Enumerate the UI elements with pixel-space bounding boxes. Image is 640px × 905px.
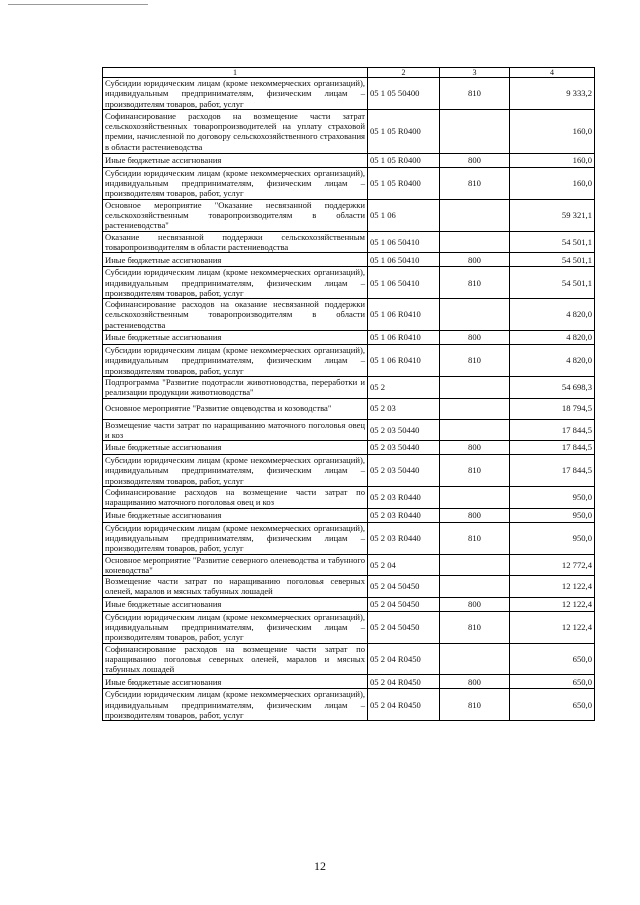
table-row [103, 199, 595, 231]
row-code: 05 2 03 50440 [368, 419, 440, 441]
table-row [103, 398, 595, 419]
row-type: 800 [440, 253, 510, 267]
row-amount: 9 333,2 [510, 78, 595, 110]
row-type: 810 [440, 78, 510, 110]
row-type: 800 [440, 331, 510, 345]
row-code: 05 2 04 R0450 [368, 689, 440, 721]
table-row [103, 167, 595, 199]
table-row [103, 487, 595, 509]
table-row [103, 109, 595, 153]
row-amount: 54 698,3 [510, 376, 595, 398]
table-row [103, 253, 595, 267]
row-name: Оказание несвязанной поддержки сельскохозяйственным товаропроизводителям в области растениеводства [103, 231, 368, 253]
row-code: 05 2 04 50450 [368, 597, 440, 611]
row-type [440, 643, 510, 675]
row-name: Иные бюджетные ассигнования [103, 331, 368, 345]
row-amount: 4 820,0 [510, 331, 595, 345]
table-row [103, 597, 595, 611]
row-name: Субсидии юридическим лицам (кроме некоммерческих организаций), индивидуальным предпринимателям, физическим лицам – производителям товаров, работ, услуг [103, 611, 368, 643]
row-code: 05 2 03 R0440 [368, 522, 440, 554]
column-number-3: 3 [440, 68, 510, 78]
row-name: Софинансирование расходов на возмещение части затрат по наращиванию маточного поголовья овец и коз [103, 487, 368, 509]
row-amount: 650,0 [510, 689, 595, 721]
row-code: 05 1 06 R0410 [368, 299, 440, 331]
row-amount: 160,0 [510, 153, 595, 167]
row-code: 05 2 04 R0450 [368, 643, 440, 675]
row-code: 05 2 03 50440 [368, 455, 440, 487]
table-row [103, 419, 595, 441]
row-code: 05 2 03 R0440 [368, 487, 440, 509]
row-code: 05 2 03 R0440 [368, 508, 440, 522]
table-row [103, 331, 595, 345]
row-code: 05 1 05 50400 [368, 78, 440, 110]
row-code: 05 2 03 [368, 398, 440, 419]
row-code: 05 1 06 R0410 [368, 345, 440, 377]
page-number: 12 [314, 859, 326, 873]
row-type: 810 [440, 345, 510, 377]
row-name: Субсидии юридическим лицам (кроме некоммерческих организаций), индивидуальным предпринимателям, физическим лицам – производителям товаров, работ, услуг [103, 345, 368, 377]
row-amount: 18 794,5 [510, 398, 595, 419]
row-amount: 12 122,4 [510, 597, 595, 611]
row-amount: 12 122,4 [510, 611, 595, 643]
row-code: 05 2 04 50450 [368, 611, 440, 643]
row-name: Софинансирование расходов на возмещение части затрат сельскохозяйственных товаропроизводителей на уплату страховой премии, начисленной по договору сельскохозяйственного страхования в области растениеводства [103, 109, 368, 153]
row-amount: 54 501,1 [510, 267, 595, 299]
row-type: 800 [440, 675, 510, 689]
row-amount: 650,0 [510, 643, 595, 675]
row-name: Основное мероприятие "Оказание несвязанной поддержки сельскохозяйственным товаропроизводителям в области растениеводства" [103, 199, 368, 231]
row-amount: 17 844,5 [510, 455, 595, 487]
row-type [440, 299, 510, 331]
table-row [103, 78, 595, 110]
table-row [103, 376, 595, 398]
row-code: 05 2 04 R0450 [368, 675, 440, 689]
row-name: Возмещение части затрат по наращиванию поголовья северных оленей, маралов и мясных табунных лошадей [103, 576, 368, 598]
row-type [440, 576, 510, 598]
row-type [440, 398, 510, 419]
column-number-row [103, 68, 595, 78]
row-code: 05 2 [368, 376, 440, 398]
row-type [440, 487, 510, 509]
row-amount: 17 844,5 [510, 419, 595, 441]
row-type [440, 109, 510, 153]
row-code: 05 1 06 [368, 199, 440, 231]
row-amount: 54 501,1 [510, 231, 595, 253]
row-amount: 17 844,5 [510, 441, 595, 455]
row-type: 810 [440, 522, 510, 554]
row-code: 05 1 06 R0410 [368, 331, 440, 345]
row-name: Иные бюджетные ассигнования [103, 441, 368, 455]
row-name: Субсидии юридическим лицам (кроме некоммерческих организаций), индивидуальным предпринимателям, физическим лицам – производителям товаров, работ, услуг [103, 689, 368, 721]
row-name: Возмещение части затрат по наращиванию маточного поголовья овец и коз [103, 419, 368, 441]
table-row [103, 554, 595, 576]
row-amount: 650,0 [510, 675, 595, 689]
row-name: Субсидии юридическим лицам (кроме некоммерческих организаций), индивидуальным предпринимателям, физическим лицам – производителям товаров, работ, услуг [103, 78, 368, 110]
row-name: Подпрограмма "Развитие подотрасли животноводства, переработки и реализации продукции животноводства" [103, 376, 368, 398]
row-amount: 950,0 [510, 522, 595, 554]
column-number-4: 4 [510, 68, 595, 78]
table-row [103, 455, 595, 487]
row-type: 810 [440, 611, 510, 643]
row-type [440, 376, 510, 398]
table-row [103, 689, 595, 721]
row-type: 800 [440, 597, 510, 611]
row-type: 800 [440, 153, 510, 167]
row-code: 05 1 05 R0400 [368, 153, 440, 167]
row-amount: 4 820,0 [510, 345, 595, 377]
row-name: Иные бюджетные ассигнования [103, 675, 368, 689]
row-amount: 950,0 [510, 487, 595, 509]
row-name: Софинансирование расходов на оказание несвязанной поддержки сельскохозяйственным товаропроизводителям в области растениеводства [103, 299, 368, 331]
table-row [103, 522, 595, 554]
row-name: Субсидии юридическим лицам (кроме некоммерческих организаций), индивидуальным предпринимателям, физическим лицам – производителям товаров, работ, услуг [103, 167, 368, 199]
row-code: 05 2 03 50440 [368, 441, 440, 455]
row-code: 05 2 04 [368, 554, 440, 576]
row-name: Иные бюджетные ассигнования [103, 153, 368, 167]
row-name: Субсидии юридическим лицам (кроме некоммерческих организаций), индивидуальным предпринимателям, физическим лицам – производителям товаров, работ, услуг [103, 455, 368, 487]
row-name: Основное мероприятие "Развитие овцеводства и козоводства" [103, 398, 368, 419]
budget-table-body [103, 68, 595, 721]
row-name: Основное мероприятие "Развитие северного оленеводства и табунного коневодства" [103, 554, 368, 576]
row-type: 810 [440, 455, 510, 487]
row-amount: 160,0 [510, 109, 595, 153]
row-type: 810 [440, 689, 510, 721]
row-name: Иные бюджетные ассигнования [103, 597, 368, 611]
row-amount: 4 820,0 [510, 299, 595, 331]
row-name: Субсидии юридическим лицам (кроме некоммерческих организаций), индивидуальным предпринимателям, физическим лицам – производителям товаров, работ, услуг [103, 522, 368, 554]
table-row [103, 508, 595, 522]
scan-edge-line [8, 4, 148, 5]
row-type [440, 199, 510, 231]
row-type: 810 [440, 167, 510, 199]
row-type [440, 419, 510, 441]
row-code: 05 1 06 50410 [368, 231, 440, 253]
table-row [103, 441, 595, 455]
row-code: 05 2 04 50450 [368, 576, 440, 598]
row-name: Иные бюджетные ассигнования [103, 508, 368, 522]
table-row [103, 267, 595, 299]
budget-table [102, 67, 595, 721]
column-number-1: 1 [103, 68, 368, 78]
table-row [103, 643, 595, 675]
row-type: 800 [440, 508, 510, 522]
row-type: 800 [440, 441, 510, 455]
row-type [440, 231, 510, 253]
table-row [103, 231, 595, 253]
row-type: 810 [440, 267, 510, 299]
row-amount: 160,0 [510, 167, 595, 199]
row-code: 05 1 05 R0400 [368, 167, 440, 199]
table-row [103, 153, 595, 167]
row-code: 05 1 06 50410 [368, 267, 440, 299]
table-row [103, 675, 595, 689]
row-amount: 59 321,1 [510, 199, 595, 231]
table-row [103, 611, 595, 643]
column-number-2: 2 [368, 68, 440, 78]
row-name: Софинансирование расходов на возмещение части затрат по наращиванию поголовья северных оленей, маралов и мясных табунных лошадей [103, 643, 368, 675]
row-amount: 12 122,4 [510, 576, 595, 598]
table-row [103, 576, 595, 598]
row-type [440, 554, 510, 576]
row-name: Субсидии юридическим лицам (кроме некоммерческих организаций), индивидуальным предпринимателям, физическим лицам – производителям товаров, работ, услуг [103, 267, 368, 299]
row-code: 05 1 06 50410 [368, 253, 440, 267]
table-row [103, 345, 595, 377]
row-amount: 950,0 [510, 508, 595, 522]
row-code: 05 1 05 R0400 [368, 109, 440, 153]
row-name: Иные бюджетные ассигнования [103, 253, 368, 267]
row-amount: 54 501,1 [510, 253, 595, 267]
table-row [103, 299, 595, 331]
row-amount: 12 772,4 [510, 554, 595, 576]
